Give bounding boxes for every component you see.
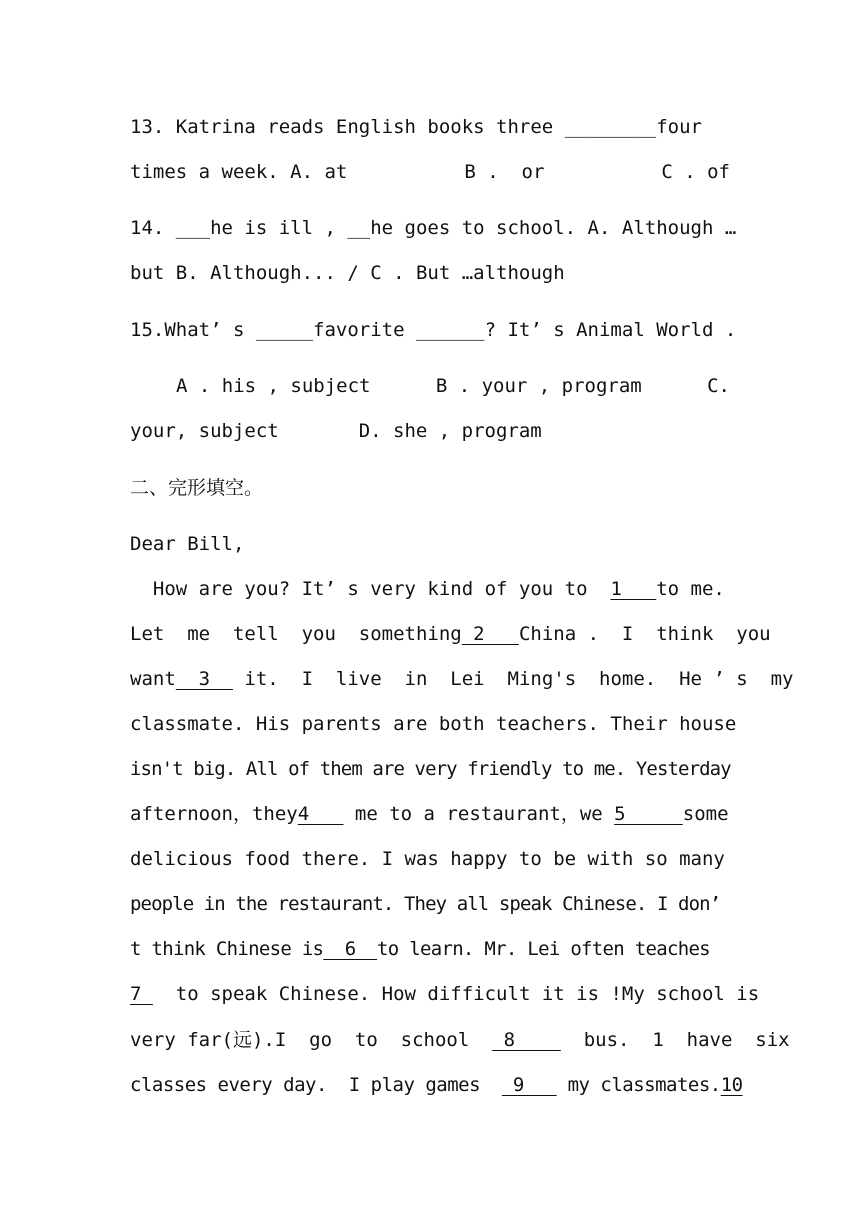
cloze-blank-6: 6: [323, 938, 378, 960]
question-13-line-1: [130, 112, 730, 142]
text: to speak Chinese. How difficult it is !My school is: [152, 983, 760, 1005]
letter-line-1: [130, 574, 730, 604]
answer-blank: ________: [564, 116, 657, 138]
blank-number: 1: [610, 578, 622, 600]
letter-line-6: [130, 799, 730, 829]
option-b: B . or: [464, 161, 545, 183]
option-a: A . his , subject: [176, 375, 371, 397]
text: How are you? It’ s very kind of you to: [130, 578, 611, 600]
question-15-line-1: 15.What’ s _____favorite ______? It’ s Animal World .: [130, 319, 737, 341]
text: Let me tell you something: [130, 623, 462, 645]
text: China . I think you: [518, 623, 771, 645]
cloze-blank-2: 2: [461, 623, 519, 645]
letter-line-8: people in the restaurant. They all speak Chinese. I don’: [130, 893, 721, 915]
text: classes every day. I play games: [130, 1074, 502, 1096]
text: to me.: [656, 578, 725, 600]
letter-line-4: classmate. His parents are both teachers. Their house: [130, 713, 737, 735]
letter-line-7: delicious food there. I was happy to be with so many: [130, 848, 725, 870]
section-heading: 二、完形填空。: [130, 477, 264, 499]
text: it. I live in Lei Ming's home. He ’ s my: [232, 668, 794, 690]
letter-line-2: [130, 619, 771, 649]
text: very far(: [130, 1029, 233, 1051]
question-13-stem: 13. Katrina reads English books three: [130, 116, 565, 138]
text: some: [682, 803, 729, 825]
text: to learn. Mr. Lei often teaches: [377, 938, 710, 960]
text: bus. 1 have six: [560, 1029, 790, 1051]
option-a: times a week. A. at: [130, 161, 348, 183]
text: t think Chinese is: [130, 938, 324, 960]
letter-line-11: [130, 1025, 790, 1055]
text: ).I go to school: [251, 1029, 493, 1051]
question-15-options-line-2: [130, 416, 730, 446]
option-b: B . your , program: [435, 375, 642, 397]
cloze-blank-9: 9: [501, 1074, 557, 1096]
letter-line-10: [130, 979, 760, 1009]
text: afternoon，they: [130, 803, 298, 825]
letter-line-12: [130, 1070, 743, 1100]
cloze-blank-10: 10: [720, 1074, 743, 1096]
letter-line-9: [130, 934, 730, 964]
option-c: C . of: [661, 161, 730, 183]
letter-line-5: isn't big. All of them are very friendly to me. Yesterday: [130, 758, 731, 780]
question-13-options: [130, 157, 730, 187]
text: me to a restaurant，we: [343, 803, 615, 825]
question-15-options: [176, 371, 730, 401]
option-c: C.: [707, 375, 730, 397]
text: my classmates.: [556, 1074, 721, 1096]
cloze-blank-5: 5: [614, 803, 683, 825]
text: want: [130, 668, 176, 690]
question-14-line-1: 14. ___he is ill , __he goes to school. A. Although …: [130, 217, 737, 239]
letter-line-3: [130, 664, 794, 694]
cloze-blank-4: 4: [297, 803, 344, 825]
option-d: D. she , program: [358, 420, 542, 442]
cloze-blank-8: 8: [492, 1029, 561, 1051]
blank-pad: [622, 578, 656, 600]
option-c-text: your, subject: [130, 420, 279, 442]
letter-greeting: Dear Bill,: [130, 533, 245, 555]
question-13-stem-end: four: [656, 116, 702, 138]
cloze-blank-7: 7: [130, 983, 153, 1005]
chinese-char: 远: [232, 1029, 252, 1051]
cloze-blank-1: [610, 578, 656, 600]
question-14-line-2: but B. Although... / C . But …although: [130, 262, 565, 284]
cloze-blank-3: 3: [175, 668, 233, 690]
